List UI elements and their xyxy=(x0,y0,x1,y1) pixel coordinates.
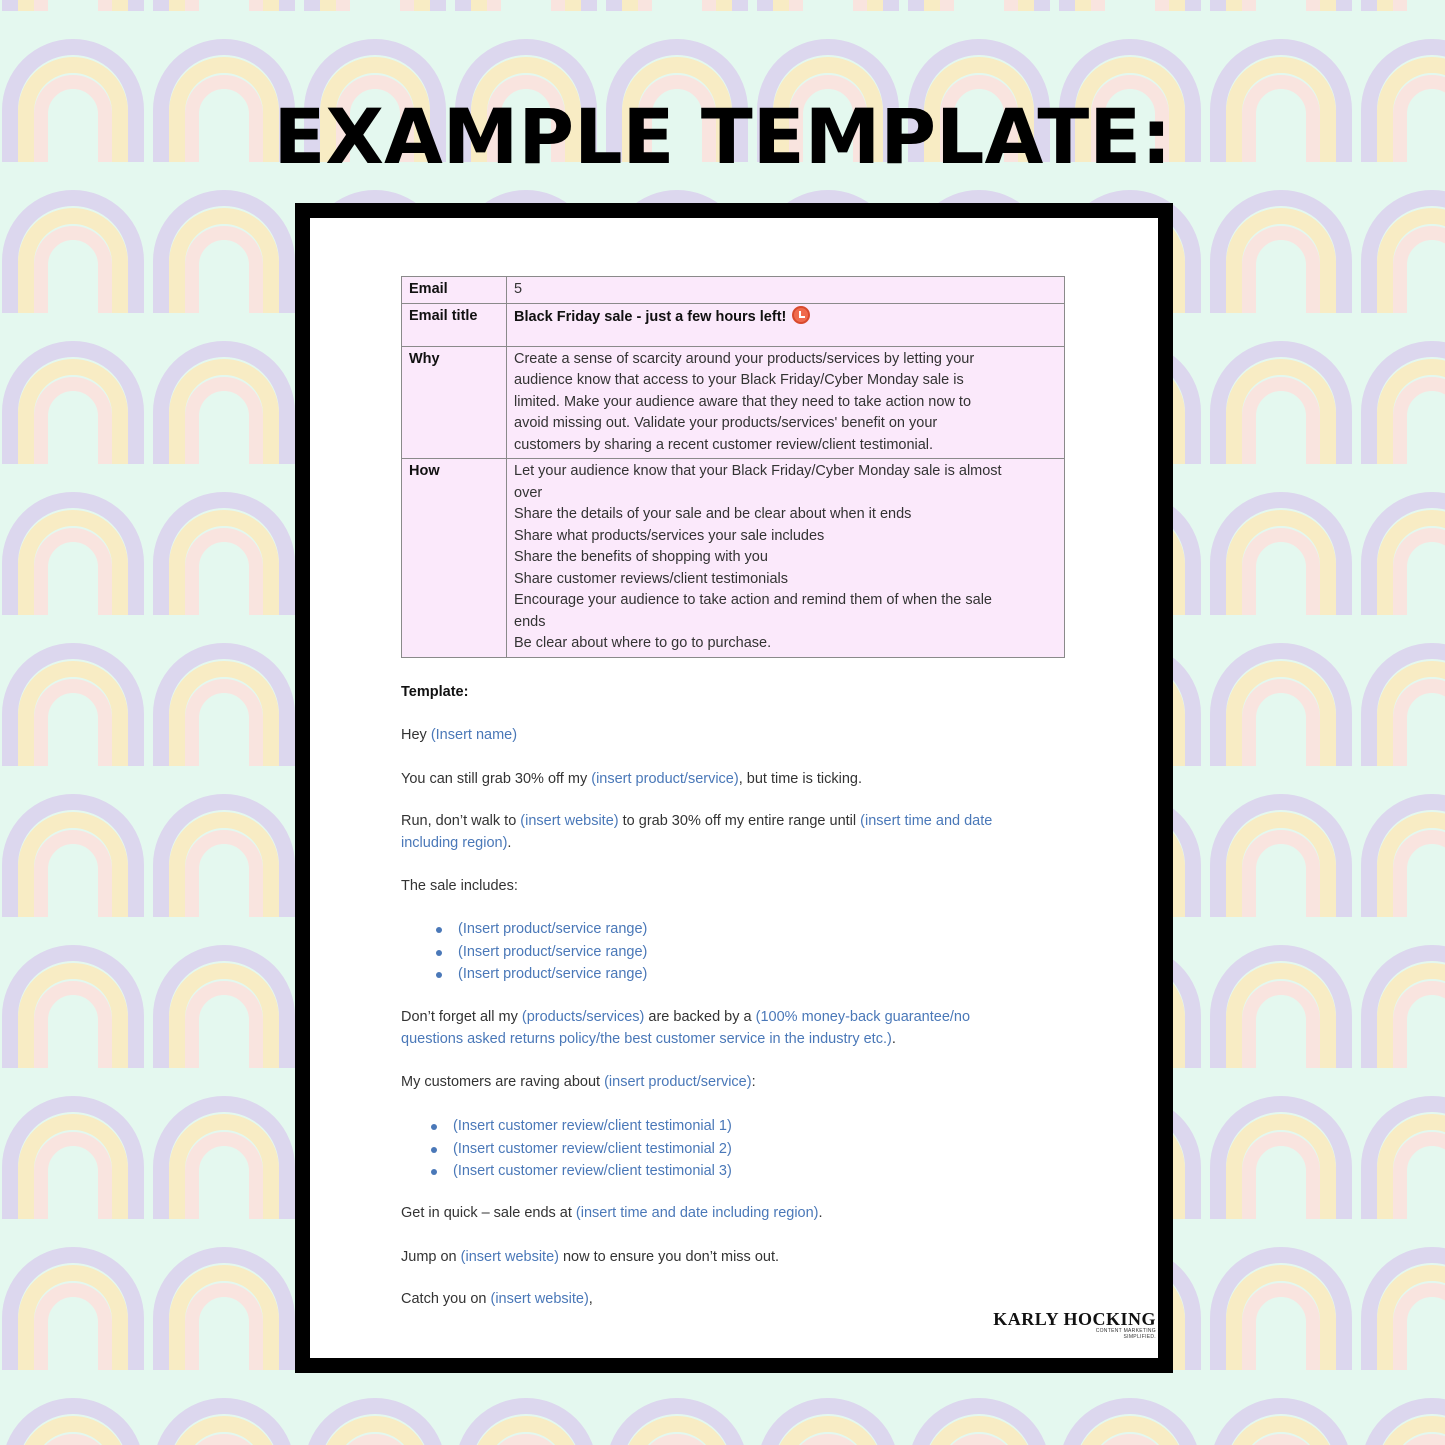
quick-text-end: . xyxy=(818,1205,823,1221)
offer-text-end: , but time is ticking. xyxy=(738,771,862,787)
placeholder-time-date-cont: including region) xyxy=(401,834,508,851)
why-line: customers by sharing a recent customer review/client testimonial. xyxy=(514,436,934,453)
alarm-clock-icon xyxy=(792,306,810,324)
catch-text-end: , xyxy=(588,1291,593,1307)
page-heading: EXAMPLE TEMPLATE: xyxy=(273,92,1172,181)
catch-line xyxy=(401,1289,1065,1311)
sale-includes-line: The sale includes: xyxy=(401,878,518,894)
how-line: Share what products/services your sale includes xyxy=(514,527,825,544)
offer-text: You can still grab 30% off my xyxy=(401,771,592,787)
how-line: Share customer reviews/client testimonials xyxy=(514,570,788,587)
email-value: 5 xyxy=(507,277,1065,304)
document-frame xyxy=(295,203,1173,1373)
placeholder-name: (Insert name) xyxy=(430,727,518,743)
why-cell xyxy=(507,346,1065,459)
greeting-text: Hey xyxy=(401,727,431,743)
how-line: Let your audience know that your Black Friday/Cyber Monday sale is almost xyxy=(514,463,1002,479)
table-row-title xyxy=(402,303,1065,346)
why-line: avoid missing out. Validate your products/services' benefit on your xyxy=(514,415,938,431)
how-cell xyxy=(507,459,1065,658)
guarantee-text-mid: are backed by a xyxy=(644,1009,756,1025)
run-text-end: . xyxy=(507,834,512,851)
placeholder-website: (insert website) xyxy=(520,813,619,829)
placeholder-time-date: (insert time and date including region) xyxy=(575,1205,819,1221)
why-label: Why xyxy=(402,346,507,459)
placeholder-product: (insert product/service) xyxy=(604,1074,752,1090)
why-line: Create a sense of scarcity around your products/services by letting your xyxy=(514,350,975,367)
how-line: Share the details of your sale and be clear about when it ends xyxy=(514,506,912,522)
how-line: Share the benefits of shopping with you xyxy=(514,549,768,565)
email-label: Email xyxy=(402,277,507,304)
guarantee-text: Don’t forget all my xyxy=(401,1009,522,1025)
quick-text: Get in quick – sale ends at xyxy=(401,1205,576,1221)
table-row-why xyxy=(402,346,1065,459)
placeholder-website: (insert website) xyxy=(490,1291,589,1307)
jump-text: Jump on xyxy=(401,1249,461,1265)
how-label: How xyxy=(402,459,507,658)
logo-name: KARLY HOCKING xyxy=(993,1309,1156,1329)
email-title-label: Email title xyxy=(402,303,507,346)
raving-text-end: : xyxy=(751,1074,756,1090)
greeting-line xyxy=(401,725,1065,747)
jump-line xyxy=(401,1247,1065,1269)
raving-line xyxy=(401,1072,1065,1094)
template-heading: Template: xyxy=(401,684,469,700)
run-text: Run, don’t walk to xyxy=(401,813,521,829)
brand-logo xyxy=(986,1310,1156,1340)
testimonials-list xyxy=(453,1115,732,1183)
list-item: (Insert customer review/client testimonial 2) xyxy=(453,1138,732,1161)
catch-text: Catch you on xyxy=(401,1291,491,1307)
table-row-email xyxy=(402,277,1065,304)
placeholder-products-services: (products/services) xyxy=(521,1009,645,1025)
placeholder-website: (insert website) xyxy=(460,1249,559,1265)
why-line: limited. Make your audience aware that they need to take action now to xyxy=(514,393,972,410)
list-item: (Insert product/service range) xyxy=(458,941,647,964)
email-title-cell xyxy=(507,303,1065,346)
list-item: (Insert customer review/client testimonial 3) xyxy=(453,1160,732,1183)
placeholder-time-date: (insert time and date xyxy=(860,813,993,829)
run-text-mid: to grab 30% off my entire range until xyxy=(618,813,861,829)
logo-tagline: CONTENT MARKETING xyxy=(1095,1328,1156,1334)
table-row-how xyxy=(402,459,1065,658)
how-line: over xyxy=(514,484,543,501)
run-line xyxy=(401,811,1065,854)
guarantee-line xyxy=(401,1007,1065,1050)
email-title-value: Black Friday sale - just a few hours left! xyxy=(514,308,787,325)
list-item: (Insert customer review/client testimonial 1) xyxy=(453,1115,732,1138)
email-info-table xyxy=(401,276,1065,658)
how-line: Encourage your audience to take action and remind them of when the sale xyxy=(514,592,992,608)
why-line: audience know that access to your Black Friday/Cyber Monday sale is xyxy=(514,372,964,388)
raving-text: My customers are raving about xyxy=(401,1074,605,1090)
sale-items-list xyxy=(458,918,647,986)
list-item: (Insert product/service range) xyxy=(458,963,647,986)
how-line: Be clear about where to go to purchase. xyxy=(514,635,772,651)
placeholder-product: (insert product/service) xyxy=(591,771,739,787)
guarantee-text-end: . xyxy=(891,1030,896,1047)
offer-line xyxy=(401,769,1065,791)
logo-tagline: SIMPLIFIED. xyxy=(1123,1334,1156,1340)
list-item: (Insert product/service range) xyxy=(458,918,647,941)
jump-text-end: now to ensure you don’t miss out. xyxy=(558,1249,780,1265)
how-line: ends xyxy=(514,613,546,630)
quick-line xyxy=(401,1203,1065,1225)
placeholder-guarantee-cont: questions asked returns policy/the best customer service in the industry etc.) xyxy=(401,1030,892,1047)
placeholder-guarantee: (100% money-back guarantee/no xyxy=(755,1009,971,1025)
